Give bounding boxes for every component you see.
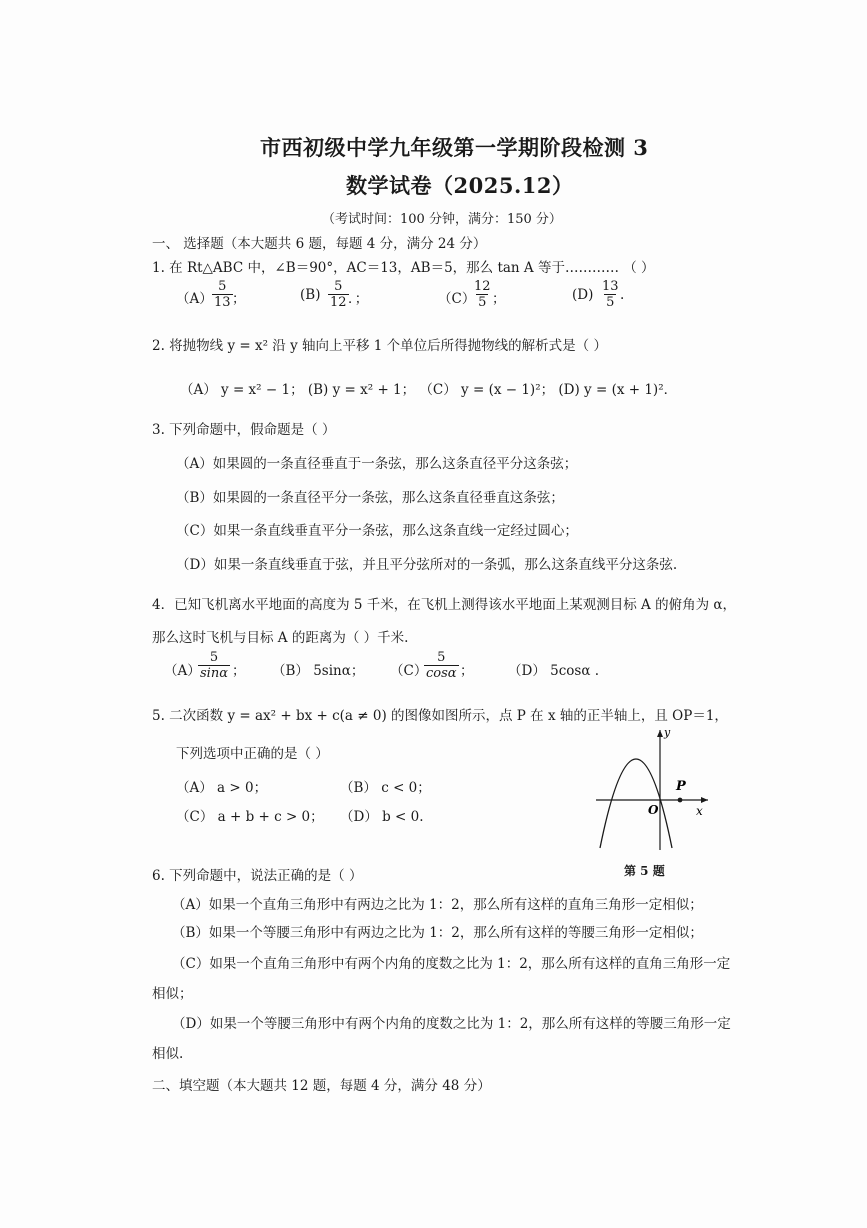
question-2-options: （A） y = x² − 1； (B) y = x² + 1； （C） y = (x − 1)²； (D) y = (x + 1)²． [180, 382, 678, 398]
q4-a-numerator: 5 [209, 650, 219, 665]
q4-option-c-tail: ； [460, 663, 474, 679]
origin-label: O [648, 803, 659, 817]
q4-option-d: （D） 5cosα . [508, 663, 600, 679]
question-4-line2: 那么这时飞机与目标 A 的距离为（ ）千米. [152, 630, 409, 646]
question-5-line1: 5. 二次函数 y = ax² + bx + c(a ≠ 0) 的图像如图所示，点 P 在 x 轴的正半轴上，且 OP＝1， [152, 708, 728, 724]
q1-option-a-tail: ； [232, 291, 246, 307]
q6-option-d-line2: 相似. [152, 1046, 184, 1062]
q1-option-d-tail: . [620, 287, 625, 303]
question-3-stem: 3. 下列命题中，假命题是（ ） [152, 422, 336, 438]
q1-option-c-fraction [472, 279, 493, 310]
q4-c-numerator: 5 [437, 650, 446, 665]
q1-a-denominator: 13 [214, 295, 231, 310]
q4-option-a-label: （A） [164, 663, 201, 679]
q4-a-denominator: sinα [200, 666, 228, 681]
q1-option-a-fraction [212, 279, 233, 310]
question-4-line1: 4．已知飞机离水平地面的高度为 5 千米，在飞机上测得该水平地面上某观测目标 A 的俯角为 α， [152, 597, 736, 613]
x-axis-arrow [701, 797, 708, 803]
y-axis-label: y [664, 726, 671, 739]
figure-caption: 第 5 题 [624, 864, 665, 878]
q3-option-a: （A）如果圆的一条直径垂直于一条弦，那么这条直径平分这条弦； [176, 456, 578, 472]
exam-info: （考试时间：100 分钟，满分：150 分） [322, 212, 562, 227]
q5-option-a: （A） a > 0； [176, 780, 268, 796]
q6-option-a: （A）如果一个直角三角形中有两边之比为 1：2，那么所有这样的直角三角形一定相似； [172, 897, 703, 913]
point-p-label: P [676, 779, 686, 794]
y-axis-arrow [657, 730, 663, 737]
q1-d-numerator: 13 [602, 279, 619, 294]
section-heading-choice: 一、 选择题（本大题共 6 题，每题 4 分，满分 24 分） [152, 236, 487, 252]
q1-d-denominator: 5 [606, 295, 615, 310]
section-heading-fill-blank: 二、填空题（本大题共 12 题，每题 4 分，满分 48 分） [152, 1078, 491, 1094]
q1-b-numerator: 5 [334, 279, 343, 294]
question-6-stem: 6. 下列命题中，说法正确的是（ ） [152, 868, 363, 884]
question-1-stem: 1. 在 Rt△ABC 中，∠B＝90°，AC＝13，AB＝5，那么 tan A 等于………… （ ） [152, 260, 655, 276]
q3-option-d: （D）如果一条直线垂直于弦，并且平分弦所对的一条弧，那么这条直线平分这条弦. [176, 557, 678, 573]
q4-option-a-fraction [198, 650, 230, 681]
q6-option-c-line2: 相似； [152, 986, 193, 1002]
q5-option-b: （B） c < 0； [340, 780, 431, 796]
q1-c-numerator: 12 [474, 279, 491, 294]
q6-option-d-line1: （D）如果一个等腰三角形中有两个内角的度数之比为 1：2，那么所有这样的等腰三角形一定 [172, 1016, 731, 1032]
q1-option-b-fraction [328, 279, 349, 310]
question-2-stem: 2. 将抛物线 y = x² 沿 y 轴向上平移 1 个单位后所得抛物线的解析式是（ ） [152, 338, 607, 354]
question-5-line2: 下列选项中正确的是（ ） [176, 746, 329, 762]
q1-option-d-fraction [600, 279, 621, 310]
x-axis-label: x [696, 804, 703, 818]
q1-option-c-tail: ； [492, 291, 506, 307]
q1-option-a-label: （A） [176, 291, 213, 307]
q3-option-b: （B）如果圆的一条直径平分一条弦，那么这条直径垂直这条弦； [176, 490, 564, 506]
q6-option-c-line1: （C）如果一个直角三角形中有两个内角的度数之比为 1：2，那么所有这样的直角三角形一定 [172, 956, 731, 972]
page-title: 市西初级中学九年级第一学期阶段检测 3 [260, 135, 649, 160]
point-p-dot [678, 798, 683, 803]
q1-b-denominator: 12 [330, 295, 347, 310]
parabola-curve [600, 759, 672, 848]
q4-option-a-tail: ； [232, 663, 246, 679]
q1-option-d-label: (D) [572, 287, 594, 303]
q1-option-b-label: (B) [300, 287, 321, 303]
q5-option-d: （D） b < 0. [340, 809, 424, 825]
q1-a-numerator: 5 [218, 279, 227, 294]
q1-option-b-tail: ．； [348, 291, 369, 307]
q4-option-c-label: （C） [390, 663, 428, 679]
q4-option-b: （B） 5sinα； [272, 663, 365, 679]
q3-option-c: （C）如果一条直线垂直平分一条弦，那么这条直线一定经过圆心； [176, 523, 578, 539]
q4-option-c-fraction [424, 650, 459, 681]
q1-c-denominator: 5 [478, 295, 487, 310]
page-subtitle: 数学试卷（2025.12） [346, 173, 574, 198]
parabola-figure [590, 722, 720, 854]
q5-option-c: （C） a + b + c > 0； [176, 809, 324, 825]
q6-option-b: （B）如果一个等腰三角形中有两边之比为 1：2，那么所有这样的等腰三角形一定相似； [172, 925, 703, 941]
q4-c-denominator: cosα [426, 666, 457, 681]
q1-option-c-label: （C） [438, 291, 476, 307]
